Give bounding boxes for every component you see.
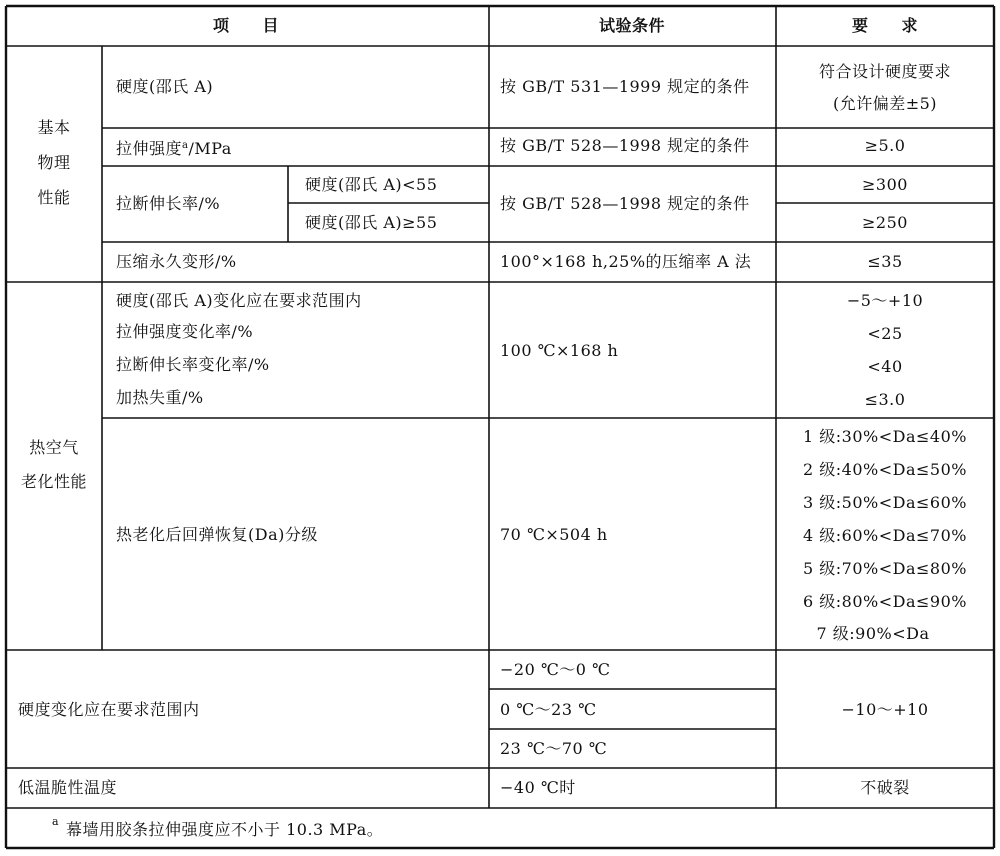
aging-item-1: 硬度(邵氏 A)变化应在要求范围内 <box>116 291 362 310</box>
brittle-req: 不破裂 <box>860 778 910 797</box>
elongation-condition: 按 GB/T 528—1998 规定的条件 <box>500 194 750 213</box>
hardness-name: 硬度(邵氏 A) <box>116 77 214 96</box>
compression-condition: 100°×168 h,25%的压缩率 A 法 <box>500 252 752 271</box>
grade-4: 4 级:60%<Da≤70% <box>803 526 967 545</box>
aging-req-3: <40 <box>867 357 903 376</box>
grade-2: 2 级:40%<Da≤50% <box>803 460 967 479</box>
aging-item-2: 拉伸强度变化率/% <box>116 322 254 341</box>
grade-1: 1 级:30%<Da≤40% <box>803 427 967 446</box>
aging-item-3: 拉断伸长率变化率/% <box>116 355 270 374</box>
hardness-change-req: −10～+10 <box>841 700 929 719</box>
brittle-item: 低温脆性温度 <box>18 778 118 797</box>
aging-label-2: 老化性能 <box>20 472 88 491</box>
tensile-footnote-mark: a <box>182 140 189 151</box>
grade-7: 7 级:90%<Da <box>816 624 930 643</box>
grade-6: 6 级:80%<Da≤90% <box>803 592 967 611</box>
elongation-req-1: ≥300 <box>862 175 908 194</box>
aging-req-4: ≤3.0 <box>864 390 906 409</box>
basic-label-1: 基本 <box>37 118 71 137</box>
grade-3: 3 级:50%<Da≤60% <box>803 493 967 512</box>
grade-5: 5 级:70%<Da≤80% <box>803 559 967 578</box>
elongation-sub-1: 硬度(邵氏 A)<55 <box>305 175 438 194</box>
hardness-change-cond-2: 0 ℃～23 ℃ <box>500 700 597 719</box>
tensile-condition: 按 GB/T 528—1998 规定的条件 <box>500 136 750 155</box>
aging-group2-item: 热老化后回弹恢复(Da)分级 <box>116 525 318 544</box>
hardness-change-cond-3: 23 ℃～70 ℃ <box>500 739 608 758</box>
hardness-req-1: 符合设计硬度要求 <box>818 62 952 81</box>
compression-req: ≤35 <box>867 252 903 271</box>
brittle-condition: −40 ℃时 <box>500 778 576 797</box>
aging-req-1: −5～+10 <box>846 291 924 310</box>
footnote-text: 幕墙用胶条拉伸强度应不小于 10.3 MPa。 <box>66 820 384 839</box>
header-requirement: 要 求 <box>851 16 919 35</box>
elongation-name: 拉断伸长率/% <box>116 194 221 213</box>
tensile-req: ≥5.0 <box>864 136 906 155</box>
aging-req-2: <25 <box>867 324 903 343</box>
elongation-req-2: ≥250 <box>862 213 908 232</box>
basic-label-2: 物理 <box>37 153 71 172</box>
elongation-sub-2: 硬度(邵氏 A)≥55 <box>305 213 438 232</box>
tensile-name: 拉伸强度$^a$/MPa <box>116 139 232 158</box>
aging-group1-condition: 100 ℃×168 h <box>500 341 619 360</box>
hardness-condition: 按 GB/T 531—1999 规定的条件 <box>500 77 750 96</box>
basic-label-3: 性能 <box>37 188 71 207</box>
header-condition: 试验条件 <box>598 16 666 35</box>
hardness-req-2: (允许偏差±5) <box>832 94 938 113</box>
hardness-change-cond-1: −20 ℃～0 ℃ <box>500 660 611 679</box>
aging-item-4: 加热失重/% <box>116 388 204 407</box>
aging-label-1: 热空气 <box>29 438 79 457</box>
footnote-mark: a <box>52 815 59 828</box>
hardness-change-item: 硬度变化应在要求范围内 <box>18 700 200 719</box>
compression-name: 压缩永久变形/% <box>116 252 237 271</box>
aging-group2-condition: 70 ℃×504 h <box>500 525 608 544</box>
header-item: 项 目 <box>212 16 280 35</box>
